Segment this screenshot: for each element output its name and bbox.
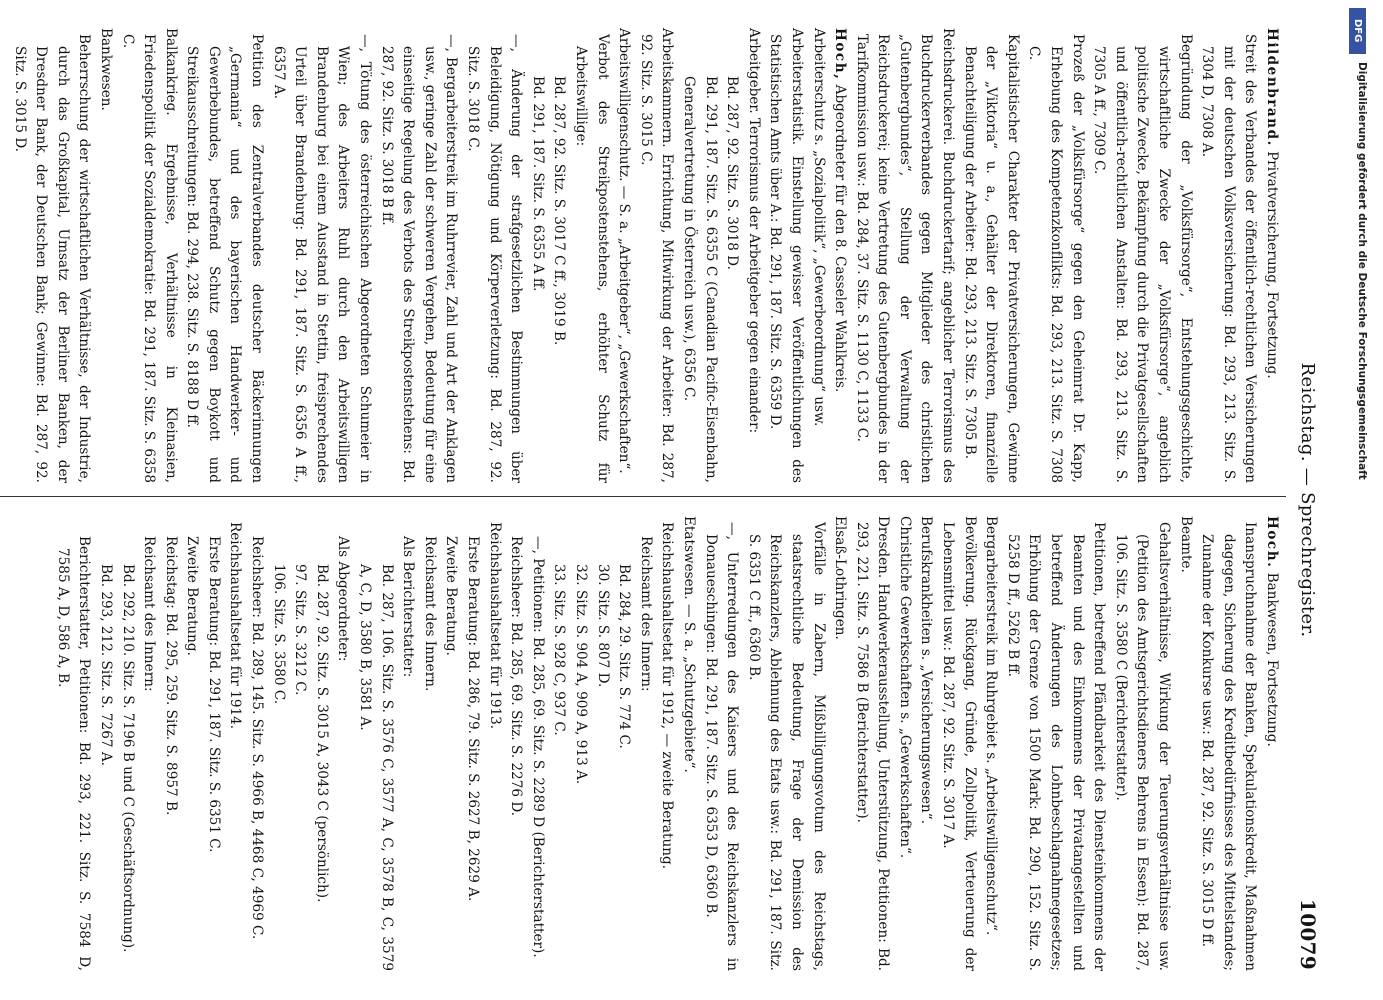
register-entry: [548, 28, 570, 483]
entry-text: Balkankrieg. Ergebnisse, Verhältnisse in Kleinasien, Friedenspolitik der Sozialdemokratie: Bd. 291, 187. Sitz. S. 6358 C.: [119, 28, 179, 483]
register-entry: [742, 516, 828, 971]
entry-text: Bd. 287, 106. Sitz. S. 3576 C, 3577 A, C, 3578 B, C, 3579 A, C, D, 3580 B, 3581 A.: [357, 564, 395, 971]
entry-text: Als Berichterstatter:: [400, 536, 417, 678]
entry-text: Reichsheer: Bd. 289, 145. Sitz. S. 4966 B, 4468 C, 4969 C.: [249, 536, 266, 940]
register-entry: [289, 516, 311, 971]
left-column: [0, 28, 1282, 483]
register-entry: [980, 516, 1002, 971]
register-entry: [505, 516, 527, 971]
register-entry: [1001, 516, 1109, 971]
register-entry: [181, 516, 203, 971]
register-entry: [353, 516, 396, 971]
register-entry: [159, 516, 181, 971]
entry-text: Bd. 293, 212. Sitz. S. 7267 A.: [97, 564, 114, 766]
entry-text: Als Abgeordneter:: [335, 536, 352, 662]
entry-text: Erste Beratung: Bd. 291, 187. Sitz. S. 6351 C.: [205, 536, 222, 853]
entry-text: Bd. 287, 92. Sitz. S. 3018 D.: [724, 76, 741, 270]
register-entry: [526, 516, 548, 971]
register-entry: [1196, 516, 1261, 971]
register-entry: [397, 516, 419, 971]
entry-text: Arbeiterschutz s. „Sozialpolitik“, „Gewerbeordnung“ usw.: [810, 28, 827, 427]
register-entry: [1196, 28, 1261, 483]
register-entry: [613, 516, 635, 971]
entry-text: Bd. 291, 187. Sitz. S. 6355 A ff.: [529, 76, 546, 292]
register-entry: [1260, 28, 1282, 483]
right-column: [0, 516, 1282, 971]
entry-text: Etatswesen. — S. a. „Schutzgebiete“.: [680, 516, 697, 773]
register-entry: [569, 28, 612, 483]
entry-text: Bd. 287, 92. Sitz. S. 3017 C ff., 3019 B.: [551, 76, 568, 346]
entry-text: Zweite Beratung.: [443, 536, 460, 656]
register-entry: [569, 516, 591, 971]
register-entry: [8, 28, 94, 483]
register-entry: [937, 516, 980, 971]
entry-text: 33. Sitz. S. 928 C, 937 C.: [551, 564, 568, 736]
entry-text: Kapitalistischer Charakter der Privatversicherungen, Gewinne der „Viktoria“ u. a., Gehälter der Direktoren, finanzielle Benachteiligung der Arbeiter: Bd. 293, 213. Sitz. S. 7305 B.: [961, 34, 1021, 483]
entry-text: 32. Sitz. S. 904 A, 909 A, 913 A.: [573, 564, 589, 785]
entry-text: 30. Sitz. S. 807 D.: [594, 564, 611, 688]
entry-text: Reichsamt des Innern:: [141, 536, 158, 692]
entry-text: Reichshaushaltsetat für 1913.: [486, 522, 503, 730]
entry-text: Reichstag: Bd. 295, 259. Sitz. S. 8957 B.: [162, 536, 179, 816]
register-entry: [224, 516, 246, 971]
register-entry: [1174, 516, 1196, 971]
entry-text: —, Änderung der strafgesetzlichen Bestimmungen über Beleidigung, Nötigung und Körperverletzung: Bd. 287, 92. Sitz. S. 3018 C.: [465, 34, 525, 483]
register-entry: [332, 516, 354, 971]
entry-text: Reichsheer: Bd. 285, 69. Sitz. S. 2276 D.: [508, 536, 525, 817]
register-entry: [267, 28, 375, 483]
register-entry: [721, 28, 743, 483]
register-entry: [375, 28, 461, 483]
register-entry: [850, 28, 958, 483]
entry-text: Gehaltsverhältnisse, Wirkung der Teuerungsverhältnisse usw. (Petition des Amtsgerichtsdieners Behrens in Essen): Bd. 287, 106. Sitz. S. 3580 C (Berichterstatter).: [1112, 522, 1173, 971]
register-entry: [483, 516, 505, 971]
entry-text: Erste Beratung: Bd. 286, 79. Sitz. S. 2627 B, 2629 A.: [465, 536, 482, 902]
entry-text: Zweite Beratung.: [184, 536, 201, 656]
entry-text: Arbeiterstatistik. Einstellung gewisser Veröffentlichungen des Statistischen Amts über A.: Bd. 291, 187. Sitz. S. 6359 D.: [767, 28, 805, 483]
register-entry: [829, 516, 851, 971]
entry-text: Petitionen, betreffend Pfändbarkeit des Diensteinkommens der Beamten und des Einkommens der Privatangestellten und betreffend Änderungen des Lohnbeschlagnahmegesetzes; Erhöhung der Grenze von 1500 Mark: Bd. 290, 152. Sitz. S. 5258 D ff., 5262 B ff.: [1004, 522, 1108, 971]
register-entry: [807, 28, 829, 483]
register-entry: [461, 516, 483, 971]
entry-text: Berufskrankheiten s. „Versicherungswesen“.: [918, 516, 935, 825]
entry-text: Bankwesen, Fortsetzung.: [1264, 568, 1280, 747]
entry-text: Reichshaushaltsetat für 1912, — zweite Beratung.: [659, 522, 676, 870]
register-entry: [310, 516, 332, 971]
page-header: [1284, 30, 1324, 970]
entry-text: Privatversicherung, Fortsetzung.: [1264, 146, 1280, 379]
running-title: Reichstag. — Sprechregister.: [1297, 362, 1318, 638]
dfg-watermark: [1351, 0, 1371, 1000]
entry-text: Arbeitswilligenschutz. — S. a. „Arbeitgeber“, „Gewerkschaften“.: [616, 28, 633, 474]
register-entry: [116, 28, 181, 483]
entry-text: Streit des Verbandes der öffentlich-rechtlichen Versicherungen mit der deutschen Volksversicherung: Bd. 293, 213. Sitz. S. 7304 D, 7308 A.: [1199, 34, 1259, 483]
entry-text: Prozeß der „Volksfürsorge“ gegen den Geheimrat Dr. Kapp, Erhebung des Kompetenzkonflikts: Bd. 293, 213. Sitz. S. 7308 C.: [1026, 34, 1086, 483]
entry-text: Bergarbeiterstreik im Ruhrgebiet s. „Arbeitswilligenschutz“.: [983, 516, 1000, 936]
register-entry: [440, 516, 462, 971]
entry-text: Bd. 284, 29. Sitz. S. 774 C.: [616, 564, 633, 749]
entry-text: Arbeitgeber. Terrorismus der Arbeitgeber gegen einander:: [745, 28, 762, 434]
register-entry: [1260, 516, 1282, 971]
entry-text: —, Bergarbeiterstreik im Ruhrrevier, Zahl und Art der Anklagen usw., geringe Zahl der schweren Vergehen, Bedeutung für eine einseitige Regelung des Verbots des Streikpostenstehens: Bd. 287, 92. Sitz. S. 3018 B ff.: [378, 34, 460, 483]
entry-text: 97. Sitz. S. 3212 C.: [292, 564, 309, 696]
entry-text: Dresden. Handwerkerausstellung, Unterstützung, Petitionen: Bd. 293, 221. Sitz. S. 7586 B (Berichterstatter).: [853, 516, 892, 971]
entry-text: Begründung der „Volksfürsorge“, Entstehungsgeschichte, wirtschaftliche Zwecke der „Volksfürsorge“, angeblich politische Zwecke, Bekämpfung durch die Privatgesellschaften und öffentlich-rechtlichen Anstalten: Bd. 293, 213. Sitz. S. 7305 A ff., 7309 C.: [1091, 34, 1194, 483]
register-entry: [1109, 516, 1174, 971]
register-entry: [699, 516, 742, 971]
register-entry: [613, 28, 635, 483]
register-entry: [829, 28, 851, 483]
entry-text: Beamte.: [1177, 516, 1194, 573]
register-entry: [94, 28, 116, 483]
entry-text: Christliche Gewerkschaften s. „Gewerkschaften“.: [896, 516, 913, 859]
register-entry: [915, 516, 937, 971]
entry-text: Elsaß-Lothringen.: [832, 516, 849, 640]
register-entry: [94, 516, 116, 971]
register-entry: [246, 516, 268, 971]
register-entry: [202, 516, 224, 971]
entry-text: Verbot des Streikpostenstehens, erhöhter Schutz für Arbeitswillige:: [573, 34, 611, 483]
entry-speaker: Hoch.: [1264, 516, 1280, 569]
entry-text: Petition des Zentralverbandes deutscher Bäckerinnungen „Germania“ und des bayerischen Handwerker- und Gewerbebundes, betreffend Schutz gegen Boykott und Streikausschreitungen: Bd. 294, 238. Sitz. S. 8188 D ff.: [184, 34, 266, 483]
register-entry: [656, 516, 678, 971]
entry-speaker: Hildenbrand.: [1264, 28, 1280, 147]
register-entry: [591, 516, 613, 971]
entry-text: Inanspruchnahme der Banken, Spekulationskredit, Maßnahmen dagegen, Sicherung des Kreditbedürfnisses des Mittelstandes; Zunahme der Konkurse usw.: Bd. 287, 92. Sitz. S. 3015 D ff.: [1199, 522, 1259, 971]
register-entry: [764, 28, 807, 483]
dfg-credit-text: Digitalisierung gefördert durch die Deutsche Forschungsgemeinschaft: [1356, 62, 1368, 480]
entry-text: Arbeitskammern. Errichtung, Mitwirkung der Arbeiter: Bd. 287, 92. Sitz. S. 3015 C.: [637, 28, 676, 483]
entry-text: 106. Sitz. S. 3580 C.: [270, 564, 287, 705]
entry-text: Bd. 292, 210. Sitz. S. 7196 B und C (Geschäftsordnung).: [119, 564, 136, 953]
register-entry: [526, 28, 548, 483]
entry-text: —, Petitionen: Bd. 285, 69. Sitz. S. 2289 D (Berichterstatter).: [529, 536, 546, 958]
page-number: 10079: [1296, 898, 1320, 970]
entry-text: Beherrschung der wirtschaftlichen Verhältnisse, der Industrie, durch das Großkapital, Umsatz der Berliner Banken, der Dresdner Bank, der Deutschen Bank; Gewinne: Bd. 287, 92. Sitz. S. 3015 D.: [11, 34, 93, 483]
entry-text: Bevölkerung. Rückgang, Gründe, Zollpolitik, Verteuerung der Lebensmittel usw.: Bd. 287, 92. Sitz. S. 3017 A.: [940, 516, 978, 971]
entry-text: Reichsdruckerei. Buchdruckertarif; angeblicher Terrorismus des Buchdruckerverbandes gegen Mitglieder des christlichen „Gutenbergbundes“, Stellung der Verwaltung der Reichsdruckerei; keine Vertretung des Gutenbergbundes in der Tarifkommission usw.: Bd. 284, 37. Sitz. S. 1130 C, 1133 C.: [853, 28, 957, 483]
register-entry: [634, 516, 656, 971]
register-entry: [51, 516, 94, 971]
entry-text: Reichshaushaltsetat für 1914.: [227, 522, 244, 730]
dfg-logo: DFG: [1349, 8, 1366, 54]
register-entry: [958, 28, 1023, 483]
register-entry: [548, 516, 570, 971]
entry-text: —, Tötung des österreichischen Abgeordneten Schumeier in Wien; des Arbeiters Ruhl durch den Arbeitswilligen Brandenburg bei einem Ausstand in Stettin, freisprechendes Urteil über Brandenburg: Bd. 291, 187. Sitz. S. 6356 A ff., 6357 A.: [270, 34, 374, 483]
register-entry: [418, 516, 440, 971]
register-entry: [850, 516, 893, 971]
register-entry: [116, 516, 138, 971]
register-entry: [267, 516, 289, 971]
scanned-page: [0, 20, 1330, 980]
entry-text: Bd. 291, 187. Sitz. S. 6355 C (Canadian Pacific-Eisenbahn, Generalvertretung in Österreich usw.), 6356 C.: [680, 76, 719, 483]
register-entry: [742, 28, 764, 483]
register-entry: [1023, 28, 1088, 483]
entry-text: Bankwesen.: [97, 28, 114, 111]
entry-text: Berichterstatter, Petitionen: Bd. 293, 221. Sitz. S. 7584 D, 7585 A, D, 586 A, B.: [54, 536, 93, 971]
register-entry: [181, 28, 267, 483]
entry-text: Abgeordneter für den 8. Casseler Wahlkreis.: [832, 80, 849, 393]
entry-text: Reichsamt des Innern.: [421, 536, 438, 692]
entry-speaker: Hoch,: [832, 28, 849, 81]
register-entry: [138, 516, 160, 971]
register-entry: [677, 28, 720, 483]
register-entry: [677, 516, 699, 971]
entry-text: —, Unterredungen des Kaisers und des Reichskanzlers in Donaueschingen: Bd. 291, 187. Sitz. S. 6353 D, 6360 B.: [702, 522, 741, 971]
entry-text: Reichsamt des Innern:: [637, 536, 654, 692]
register-entry: [893, 516, 915, 971]
register-entry: [461, 28, 526, 483]
register-entry: [634, 28, 677, 483]
column-divider: [0, 496, 1286, 497]
register-entry: [1088, 28, 1196, 483]
entry-text: Bd. 287, 92. Sitz. S. 3015 A, 3043 C (persönlich).: [313, 564, 330, 903]
entry-text: Vorfälle in Zabern, Mißbilligungsvotum des Reichstags, staatsrechtliche Bedeutung, Frage der Demission des Reichskanzlers, Ablehnung des Etats usw.: Bd. 291, 187. Sitz. S. 6351 C ff., 6360 B.: [745, 522, 827, 971]
